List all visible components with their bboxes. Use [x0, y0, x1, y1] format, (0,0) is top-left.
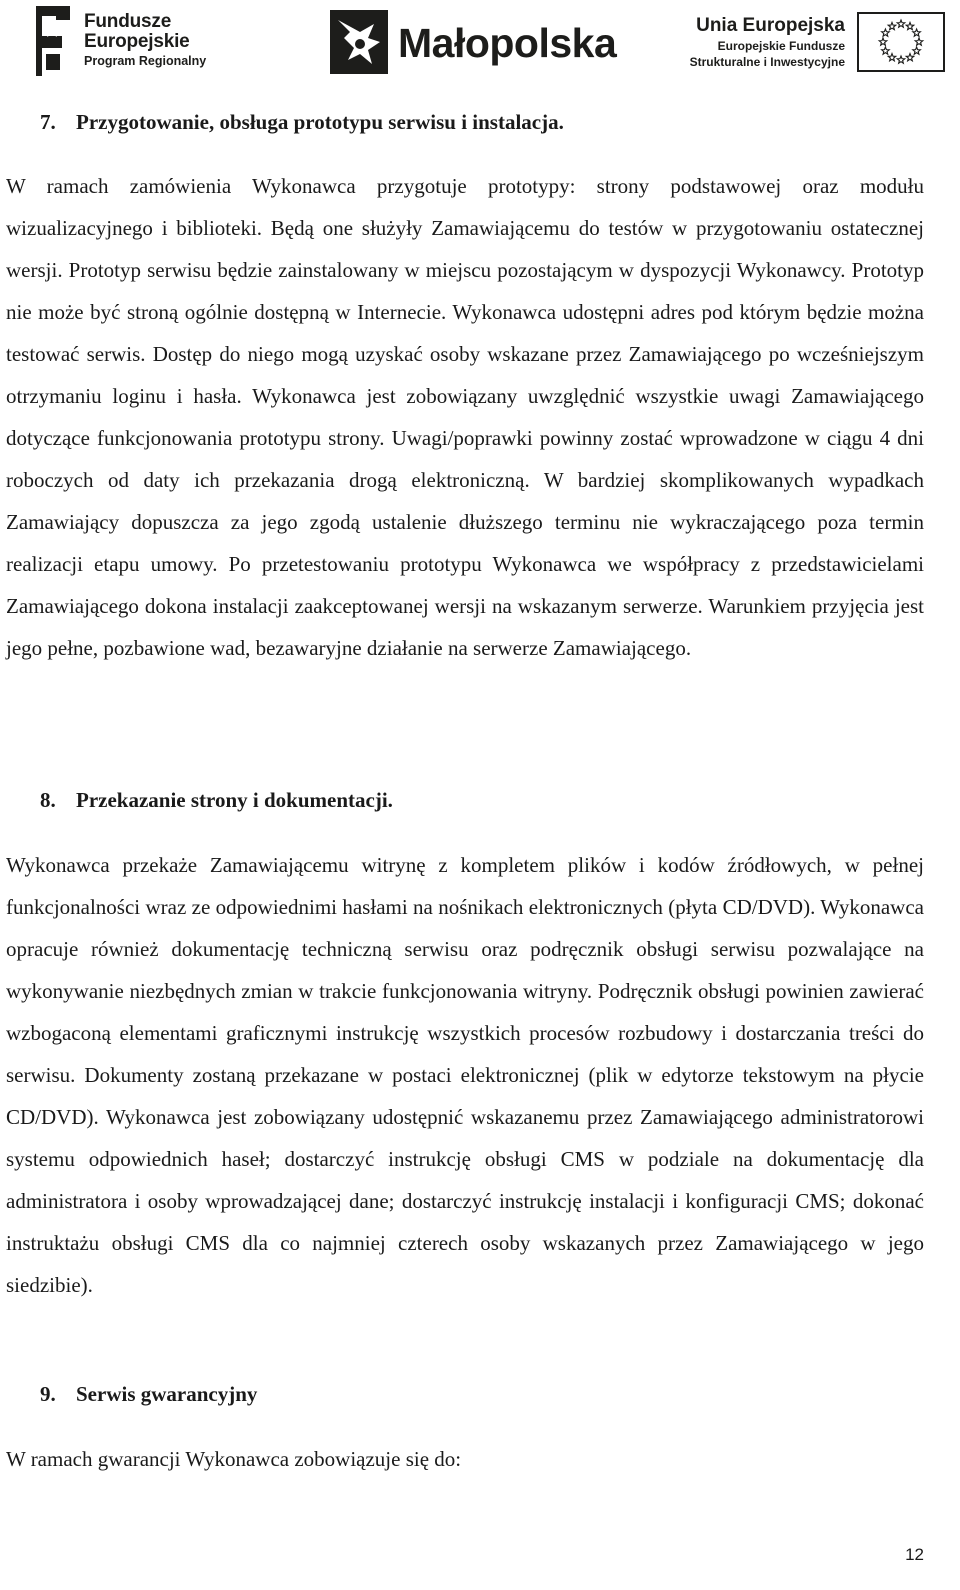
- page-number: 12: [905, 1545, 924, 1564]
- fundusze-europejskie-logo: [32, 6, 232, 76]
- section-8-number: 8.: [40, 788, 56, 812]
- section-8-title: Przekazanie strony i dokumentacji.: [76, 788, 393, 812]
- fe-logo-line2: Europejskie: [84, 31, 190, 52]
- section-9-number: 9.: [40, 1382, 56, 1406]
- unia-europejska-logo: [689, 10, 945, 76]
- section-9-heading: [40, 1380, 257, 1408]
- section-7-title: Przygotowanie, obsługa prototypu serwisu i instalacja.: [76, 110, 564, 134]
- fundusze-europejskie-mark-icon: [32, 6, 74, 76]
- ue-logo-line3: Strukturalne i Inwestycyjne: [689, 55, 845, 69]
- section-9-title: Serwis gwarancyjny: [76, 1382, 258, 1406]
- malopolska-logo-text: Małopolska: [398, 20, 617, 66]
- section-8-heading: [40, 786, 393, 814]
- ue-logo-line1: Unia Europejska: [696, 15, 845, 36]
- fe-logo-line3: Program Regionalny: [84, 54, 207, 68]
- section-8-paragraph: Wykonawca przekaże Zamawiającemu witrynę z kompletem plików i kodów źródłowych, w pełnej funkcjonalności wraz ze odpowiednimi hasłami na nośnikach elektronicznych (płyta CD/DVD). Wykonawca opracuje również dokumentację techniczną serwisu oraz podręcznik obsługi serwisu pozwalające na wykonywanie niezbędnych zmian w trakcie funkcjonowania witryny. Podręcznik obsługi powinien zawierać wzbogaconą elementami graficznymi instrukcję wszystkich procesów rozbudowy i dostarczania treści do serwisu. Dokumenty zostaną przekazane w postaci elektronicznej (plik w edytorze tekstowym na płycie CD/DVD). Wykonawca jest zobowiązany udostępnić wskazanemu przez Zamawiającego administratorowi systemu odpowiednich haseł; dostarczyć instrukcję obsługi CMS w podziale na dokumentację dla administratora i osoby wprowadzającej dane; dostarczyć instrukcję instalacji i konfiguracji CMS; dokonać instruktażu obsługi CMS dla co najmniej czterech osoby wskazanych przez Zamawiającego w jego siedzibie).: [6, 853, 924, 1297]
- logo-header: [0, 0, 960, 90]
- section-7-heading: [40, 108, 564, 136]
- section-7-paragraph: W ramach zamówienia Wykonawca przygotuje prototypy: strony podstawowej oraz modułu wizualizacyjnego i biblioteki. Będą one służyły Zamawiającemu do testów w przygotowaniu ostatecznej wersji. Prototyp serwisu będzie zainstalowany w miejscu pozostającym w dyspozycji Wykonawcy. Prototyp nie może być stroną ogólnie dostępną w Internecie. Wykonawca udostępni adres pod którym będzie można testować serwis. Dostęp do niego mogą uzyskać osoby wskazane przez Zamawiającego po wcześniejszym otrzymaniu loginu i hasła. Wykonawca jest zobowiązany uwzględnić wszystkie uwagi Zamawiającego dotyczące funkcjonowania prototypu strony. Uwagi/poprawki powinny zostać wprowadzone w ciągu 4 dni roboczych od daty ich przekazania drogą elektroniczną. W bardziej skomplikowanych wypadkach Zamawiający dopuszcza za jego zgodą ustalenie dłuższego terminu nie wykraczającego poza termin realizacji etapu umowy. Po przetestowaniu prototypu Wykonawca we współpracy z przedstawicielami Zamawiającego dokona instalacji zaakceptowanej wersji na wskazanym serwerze. Warunkiem przyjęcia jest jego pełne, pozbawione wad, bezawaryjne działanie na serwerze Zamawiającego.: [6, 174, 924, 660]
- section-9-paragraph: W ramach gwarancji Wykonawca zobowiązuje się do:: [6, 1447, 462, 1471]
- ue-logo-line2: Europejskie Fundusze: [717, 39, 845, 53]
- eu-flag-icon: [857, 12, 945, 72]
- fe-logo-line1: Fundusze: [84, 11, 172, 32]
- section-7-number: 7.: [40, 110, 56, 134]
- malopolska-emblem-icon: [330, 10, 388, 74]
- malopolska-logo: [330, 10, 620, 78]
